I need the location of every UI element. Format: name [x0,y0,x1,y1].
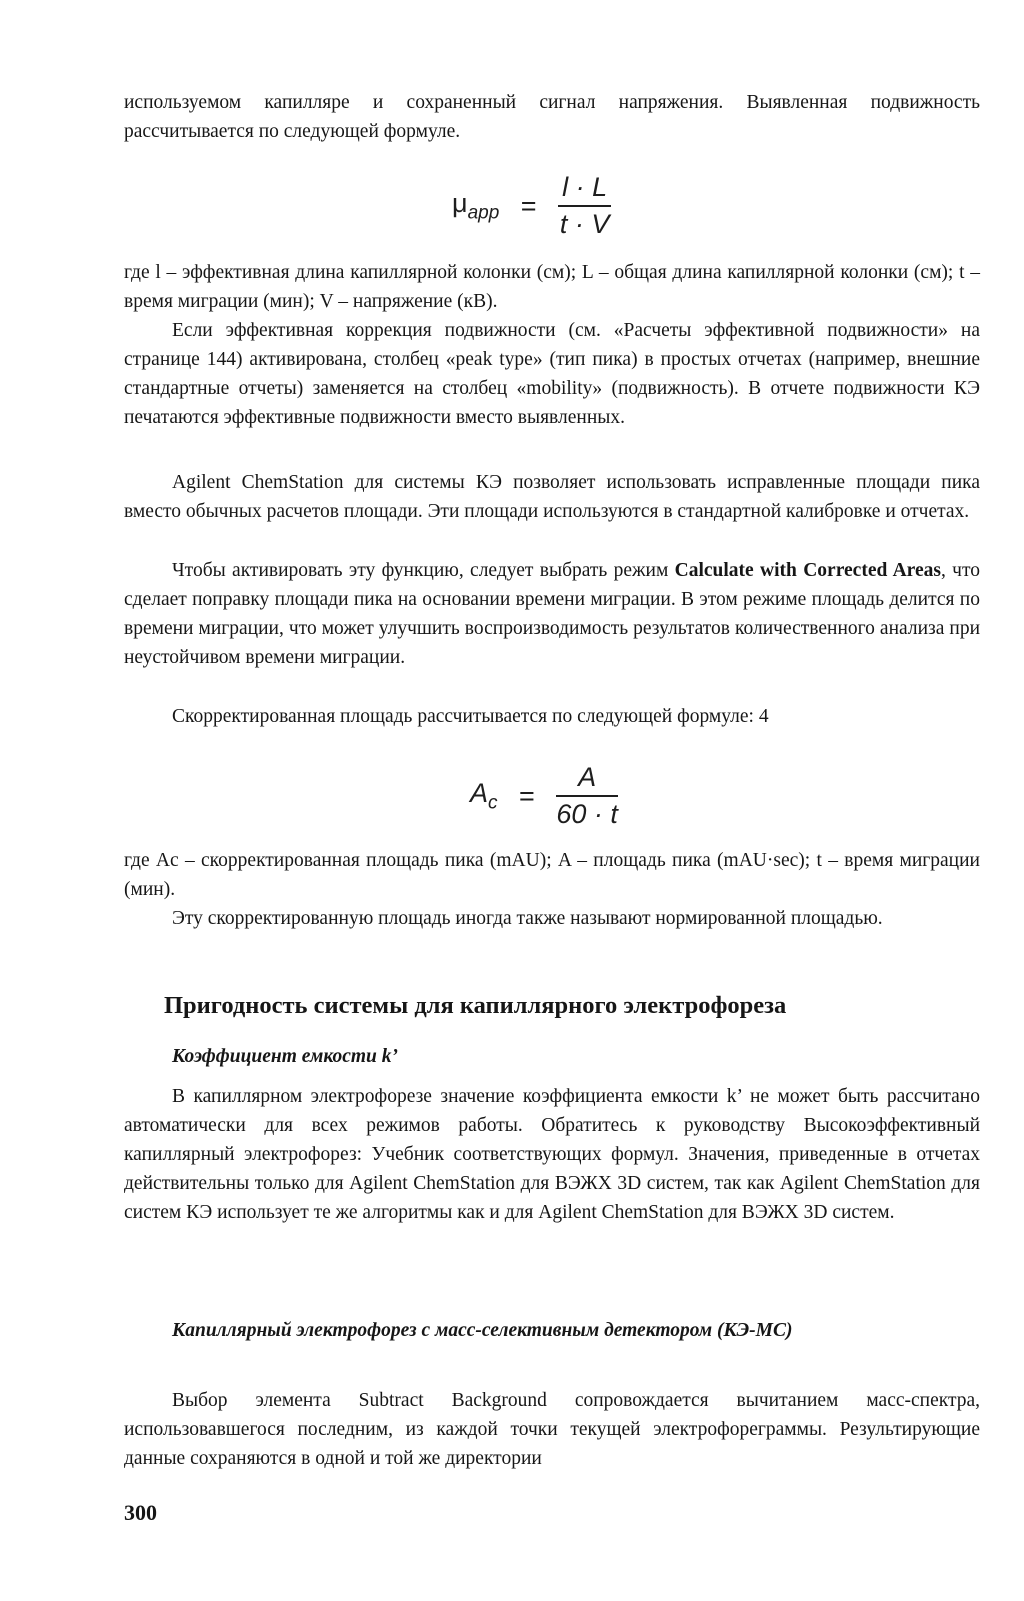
paragraph-variables-2: где Ac – скорректированная площадь пика (mAU); A – площадь пика (mAU·sec); t – время миграции (мин). [124,850,980,900]
fraction-denominator: t · V [559,209,610,239]
equals-sign: = [520,190,537,221]
formula-apparent-mobility [452,172,611,240]
formula-subscript: c [488,792,498,814]
fraction-numerator: A [556,762,618,797]
formula-corrected-area [470,762,618,830]
formula-lhs [470,778,498,814]
section-heading: Пригодность системы для капиллярного электрофореза [164,992,787,1019]
mu-symbol: μ [452,187,468,218]
paragraph-mobility-correction: Если эффективная коррекция подвижности (см. «Расчеты эффективной подвижности» на странице 144) активирована, столбец «peak type» (тип пика) в простых отчетах (например, внешние стандартные отчеты) заменяется на столбец «mobility» (подвижность). В отчете подвижности КЭ печатаются эффективные подвижности вместо выявленных. [124,320,980,428]
paragraph-text: , что сделает поправку площади пика на основании времени миграции. В этом режиме площадь делится по времени миграции, что может улучшить воспроизводимость результатов количественного анализа при неустойчивом времени миграции. [124,560,980,668]
paragraph-corrected-formula-intro: Скорректированная площадь рассчитывается по следующей формуле: 4 [172,706,769,727]
paragraph-intro: используемом капилляре и сохраненный сигнал напряжения. Выявленная подвижность рассчитывается по следующей формуле. [124,92,980,142]
paragraph-variables-1: где l – эффективная длина капиллярной колонки (см); L – общая длина капиллярной колонки (см); t – время миграции (мин); V – напряжение (кВ). [124,262,980,312]
mode-name: Calculate with Corrected Areas [674,560,941,581]
fraction [556,762,618,830]
paragraph-normalized-area: Эту скорректированную площадь иногда также называют нормированной площадью. [172,908,883,929]
equals-sign: = [519,780,535,811]
page-number: 300 [124,1500,157,1525]
formula-lhs [452,188,499,224]
subsection-heading-capacity-factor: Коэффициент емкости k’ [172,1046,398,1067]
paragraph-activate-function [124,556,980,672]
paragraph-capacity-factor: В капиллярном электрофорезе значение коэффициента емкости k’ не может быть рассчитано автоматически для всех режимов работы. Обратитесь к руководству Высокоэффективный капиллярный электрофорез: Учебник соответствующих формул. Значения, приведенные в отчетах действительны только для Agilent ChemStation для ВЭЖХ 3D систем, так как Agilent ChemStation для систем КЭ использует те же алгоритмы как и для Agilent ChemStation для ВЭЖХ 3D систем. [124,1086,980,1223]
subsection-heading-ce-ms: Капиллярный электрофорез с масс-селективным детектором (КЭ-МС) [172,1320,793,1341]
area-symbol: A [470,777,489,808]
fraction [558,172,611,240]
fraction-numerator: l · L [558,172,611,207]
paragraph-text: Чтобы активировать эту функцию, следует выбрать режим [172,560,675,581]
fraction-denominator: 60 · t [556,799,618,829]
paragraph-subtract-background: Выбор элемента Subtract Background сопровождается вычитанием масс-спектра, использовавшегося последним, из каждой точки текущей электрофореграммы. Результирующие данные сохраняются в одной и той же директории [124,1390,980,1469]
formula-subscript: app [467,202,500,224]
paragraph-corrected-areas: Agilent ChemStation для системы КЭ позволяет использовать исправленные площади пика вместо обычных расчетов площади. Эти площади используются в стандартной калибровке и отчетах. [124,472,980,522]
